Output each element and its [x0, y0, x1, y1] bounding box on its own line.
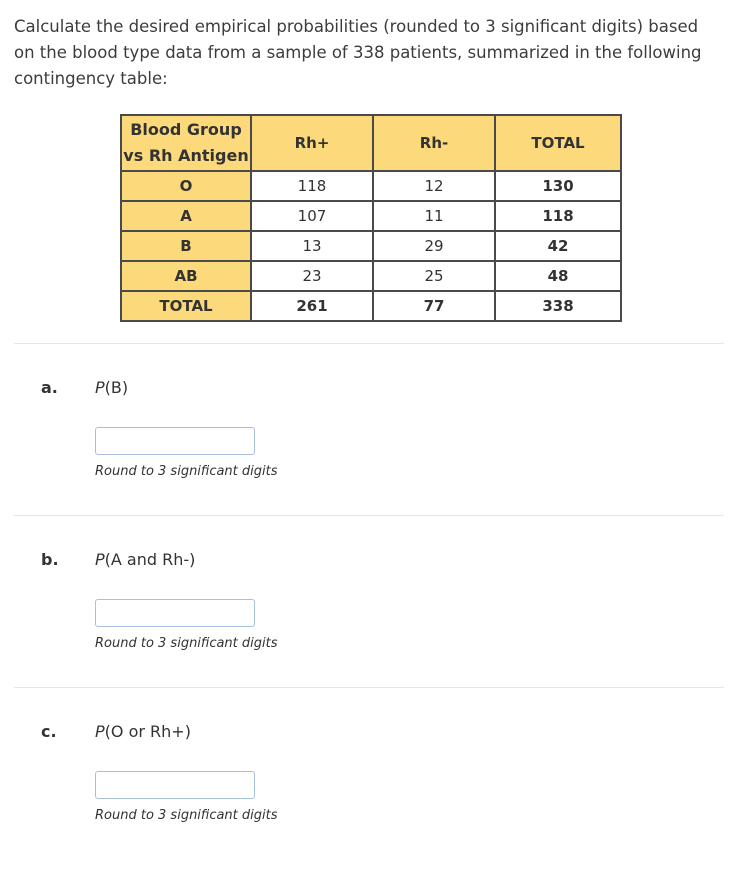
cell-total: 338 [495, 291, 621, 321]
column-header-rh-neg: Rh- [373, 115, 495, 171]
divider [14, 343, 724, 344]
cell-total: 130 [495, 171, 621, 201]
question-c-letter: c. [41, 722, 57, 741]
divider [14, 515, 724, 516]
cell-total: 42 [495, 231, 621, 261]
cell-rh-neg: 25 [373, 261, 495, 291]
table-total-row [121, 291, 621, 321]
probability-symbol: P [95, 550, 105, 569]
answer-b-hint: Round to 3 significant digits [95, 636, 278, 651]
question-b-event: (A and Rh-) [104, 550, 196, 569]
cell-total: 118 [495, 201, 621, 231]
column-header-rh-pos: Rh+ [251, 115, 373, 171]
cell-rh-pos: 261 [251, 291, 373, 321]
table-corner-header [121, 115, 251, 171]
table-header-row [121, 115, 621, 171]
answer-c-input[interactable] [95, 771, 255, 799]
cell-rh-neg: 77 [373, 291, 495, 321]
corner-line-1: Blood Group [130, 120, 242, 139]
row-label: O [121, 171, 251, 201]
question-b-label [95, 550, 195, 569]
table-row [121, 201, 621, 231]
row-label: TOTAL [121, 291, 251, 321]
cell-rh-pos: 13 [251, 231, 373, 261]
cell-total: 48 [495, 261, 621, 291]
probability-symbol: P [95, 378, 105, 397]
row-label: A [121, 201, 251, 231]
answer-b-input[interactable] [95, 599, 255, 627]
table-row [121, 231, 621, 261]
question-c-event: (O or Rh+) [104, 722, 191, 741]
question-a-event: (B) [104, 378, 129, 397]
question-c-label [95, 722, 191, 741]
contingency-table [120, 114, 622, 322]
question-a-letter: a. [41, 378, 58, 397]
cell-rh-neg: 11 [373, 201, 495, 231]
question-a-label [95, 378, 128, 397]
answer-a-hint: Round to 3 significant digits [95, 464, 278, 479]
cell-rh-neg: 29 [373, 231, 495, 261]
cell-rh-pos: 118 [251, 171, 373, 201]
answer-a-input[interactable] [95, 427, 255, 455]
table-row [121, 261, 621, 291]
probability-symbol: P [95, 722, 105, 741]
cell-rh-pos: 107 [251, 201, 373, 231]
corner-line-2: vs Rh Antigen [123, 146, 249, 165]
cell-rh-neg: 12 [373, 171, 495, 201]
question-b-letter: b. [41, 550, 59, 569]
table-row [121, 171, 621, 201]
row-label: AB [121, 261, 251, 291]
cell-rh-pos: 23 [251, 261, 373, 291]
column-header-total: TOTAL [495, 115, 621, 171]
answer-c-hint: Round to 3 significant digits [95, 808, 278, 823]
row-label: B [121, 231, 251, 261]
intro-text: Calculate the desired empirical probabilities (rounded to 3 significant digits) based on the blood type data from a sample of 338 patients, summarized in the following contingency table: [14, 17, 702, 88]
divider [14, 687, 724, 688]
